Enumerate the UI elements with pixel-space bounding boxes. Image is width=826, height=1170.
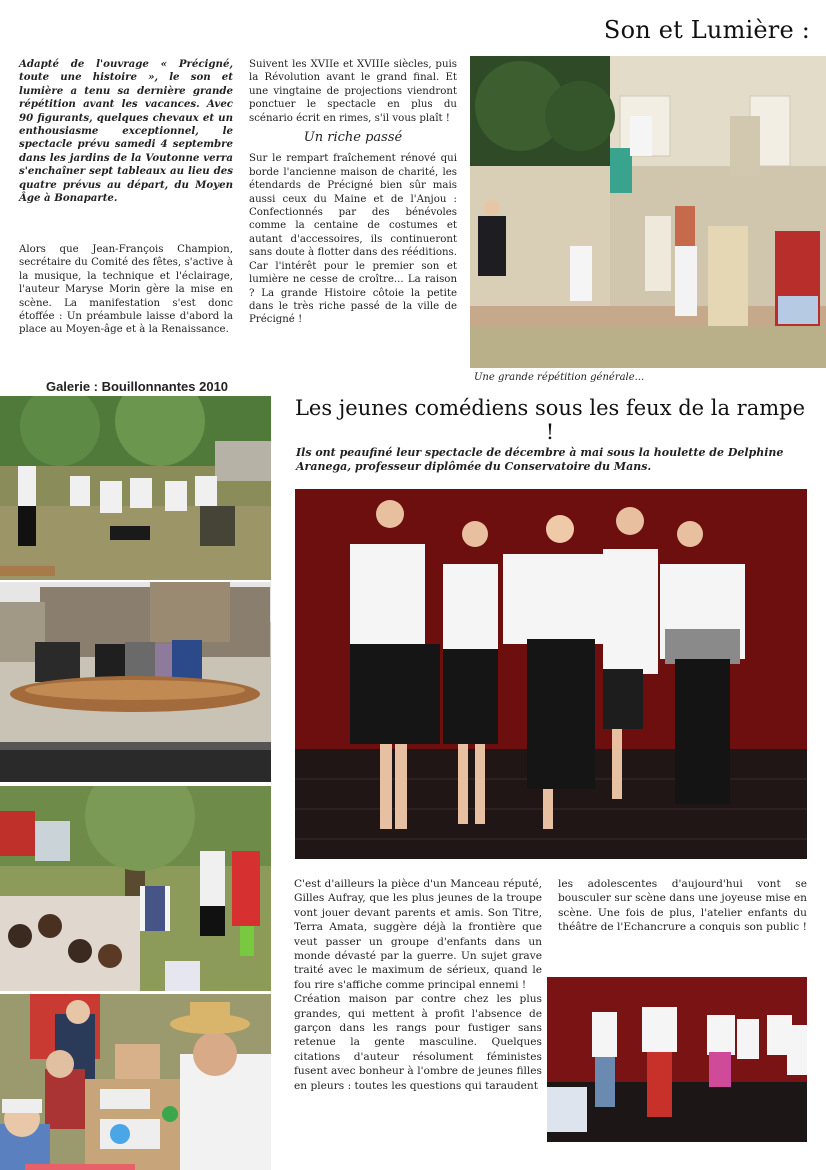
article-column-1 bbox=[19, 58, 233, 217]
gallery-title: Galerie : Bouillonnantes 2010 bbox=[45, 379, 229, 394]
photo-theatre-children bbox=[547, 977, 807, 1142]
body-paragraph: Sur le rempart fraîchement rénové qui borde l'ancienne maison de charité, les étendards de Précigné bien sûr mais aussi ceux du Maine et de l'Anjou : Confectionnés par des bénévoles comme la centaine de costumes et autant d'accessoires, ils continueront sans doute à flotter dans des rééditions. Car l'intérêt pour le premier son et lumière ne cesse de croître... La raison ? La grande Histoire côtoie la petite dans le très riche passé de la ville de Précigné ! bbox=[249, 153, 457, 326]
section-lede: Ils ont peaufiné leur spectacle de décembre à mai sous la houlette de Delphine Aranega, professeur diplômée du Conservatoire du Mans. bbox=[296, 446, 784, 473]
intro-paragraph: Adapté de l'ouvrage « Précigné, toute une histoire », le son et lumière a tenu sa dernière grande répétition avant les vacances. Avec 90 figurants, quelques chevaux et un enthousiasme exceptionnel, le spectacle prévu samedi 4 septembre dans les jardins de la Voutonne verra s'enchaîner sept tableaux au lieu des quatre prévus au départ, du Moyen Âge à Bonaparte. bbox=[19, 58, 233, 205]
photo-caption: Une grande répétition générale... bbox=[474, 372, 645, 383]
body-paragraph: C'est d'ailleurs la pièce d'un Manceau réputé, Gilles Aufray, que les plus jeunes de la troupe vont jouer devant parents et amis. Son Titre, Terra Amata, suggère déjà la frontière que veut passer un groupe d'enfants dans un monde dévasté par la guerre. Un sujet grave traité avec le maximum de sérieux, quand le fou rire s'affiche comme principal ennemi ! bbox=[294, 878, 542, 991]
gallery-photo-pig-roast bbox=[0, 582, 271, 782]
photo-theatre-teens bbox=[295, 489, 807, 859]
gallery-photo-children-painting bbox=[0, 994, 271, 1170]
article-column-3 bbox=[294, 877, 542, 1093]
article-column-1b bbox=[19, 243, 233, 349]
section-title-jeunes-comediens: Les jeunes comédiens sous les feux de la rampe ! bbox=[294, 396, 806, 444]
article-column-2 bbox=[249, 58, 457, 339]
article-column-4 bbox=[558, 877, 807, 935]
body-paragraph: Alors que Jean-François Champion, secrétaire du Comité des fêtes, s'active à la musique, la technique et l'éclairage, l'auteur Maryse Morin gère la mise en scène. La manifestation s'est donc étoffée : Un préambule laisse d'abord la place au Moyen-âge et à la Renaissance. bbox=[19, 244, 233, 336]
body-paragraph: Suivent les XVIIe et XVIIIe siècles, puis la Révolution avant le grand final. Et une vingtaine de projections viendront ponctuer le spectacle en plus du scénario écrit en rimes, s'il vous plaît ! bbox=[249, 59, 457, 124]
gallery-photo-brass-band bbox=[0, 396, 271, 580]
body-paragraph: Création maison par contre chez les plus grandes, qui mettent à profit l'absence de garçon dans les rangs pour fustiger sans retenue la gente masculine. Quelques citations d'auteur résolument féministes fusent avec bonheur à l'ombre de jeunes filles en pleurs : toutes les questions qui taraudent bbox=[294, 993, 542, 1092]
gallery-photo-outdoor-show bbox=[0, 786, 271, 991]
body-paragraph: les adolescentes d'aujourd'hui vont se bousculer sur scène dans une joyeuse mise en scène. Une fois de plus, l'atelier enfants du théâtre de l'Echancrure a conquis son public ! bbox=[558, 878, 807, 934]
subheading-riche-passe: Un riche passé bbox=[303, 130, 403, 146]
section-title-son-et-lumiere: Son et Lumière : bbox=[603, 16, 810, 44]
photo-rehearsal-costumes bbox=[470, 56, 826, 368]
